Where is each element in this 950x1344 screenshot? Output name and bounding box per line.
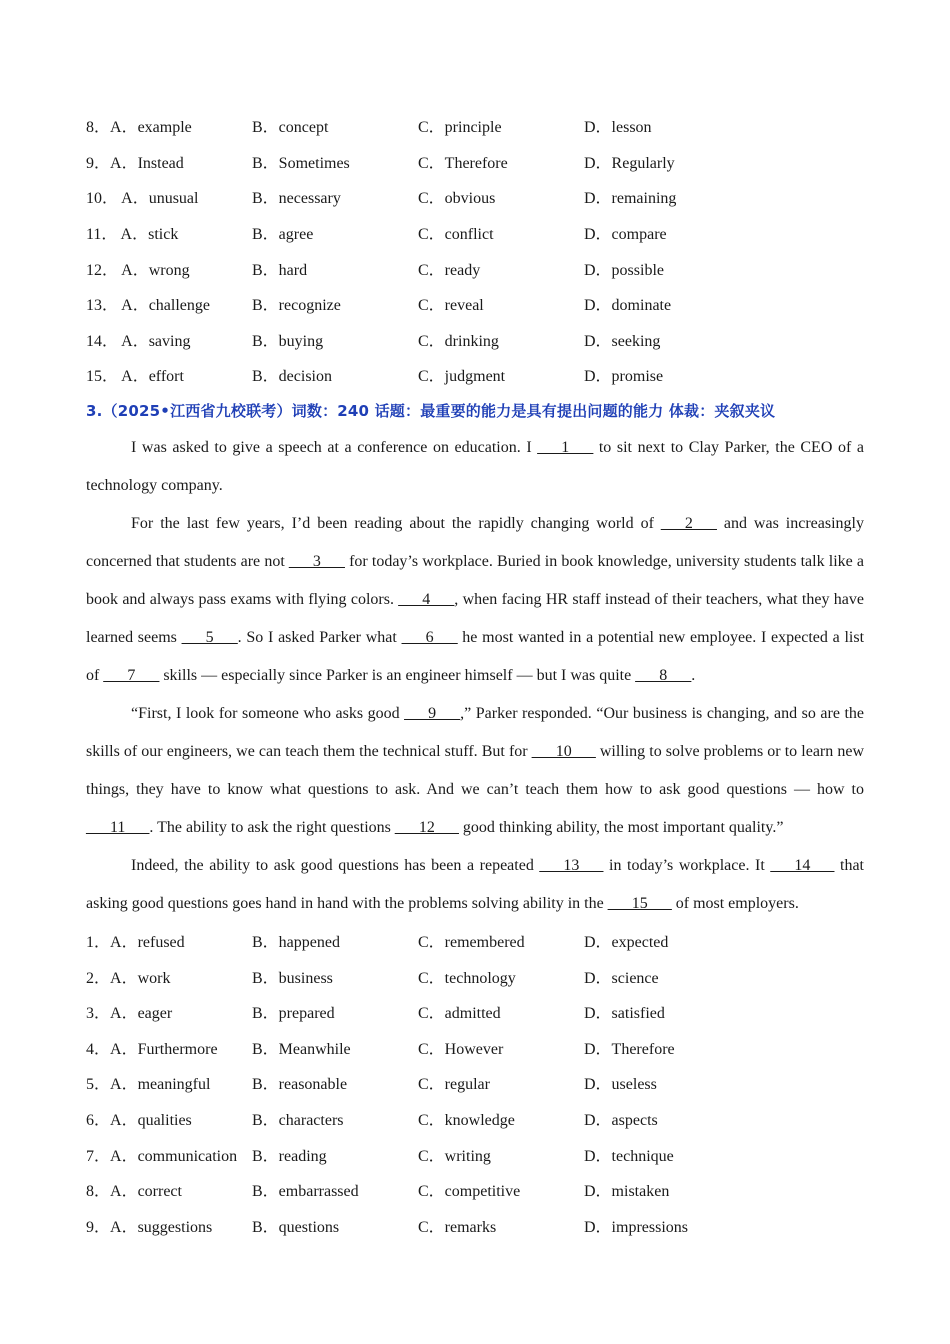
option-c: C．judgment [418,368,506,386]
option-d: D．technique [584,1147,674,1165]
blank-6: ___6___ [401,628,458,646]
option-row [86,923,864,959]
option-row [86,179,864,215]
option-b: B．characters [252,1112,344,1130]
option-d: D．impressions [584,1218,689,1236]
option-c: C．conflict [418,226,494,244]
question-number: 13． [86,297,119,315]
option-b: B．embarrassed [252,1183,359,1201]
option-d: D．seeking [584,332,661,350]
option-c: C．However [418,1040,504,1058]
option-d: D．mistaken [584,1183,670,1201]
blank-11: ___11___ [86,818,150,836]
question-number: 9． [86,154,111,172]
option-row [86,215,864,251]
option-row [86,1172,864,1208]
option-b: B．recognize [252,297,341,315]
question-number: 5． [86,1076,111,1094]
question-number: 8． [86,1183,111,1201]
option-b: B．reading [252,1147,327,1165]
blank-8: ___8___ [635,666,692,684]
option-row [86,286,864,322]
option-c: C．principle [418,119,502,137]
option-d: D．promise [584,368,664,386]
question-number: 6． [86,1112,111,1130]
option-b: B．business [252,969,333,987]
option-d: D．Regularly [584,154,675,172]
question-number: 8． [86,119,111,137]
question-number: 15． [86,368,119,386]
option-b: B．questions [252,1218,340,1236]
option-d: D．lesson [584,119,652,137]
option-d: D．dominate [584,297,672,315]
option-a: 4．A．Furthermore [86,1040,218,1058]
option-c: C．admitted [418,1005,501,1023]
option-c: C．Therefore [418,154,508,172]
option-b: B．necessary [252,190,341,208]
document-page [86,108,864,1243]
option-a: 11． A．stick [86,226,179,244]
option-b: B．hard [252,261,308,279]
question-number: 11． [86,226,118,244]
option-d: D．useless [584,1076,657,1094]
option-row [86,994,864,1030]
option-b: B．concept [252,119,329,137]
option-a: 8．A．correct [86,1183,182,1201]
option-b: B．Meanwhile [252,1040,351,1058]
option-b: B．agree [252,226,314,244]
blank-9: ___9___ [404,704,461,722]
option-c: C．drinking [418,332,499,350]
option-row [86,1030,864,1066]
question-number: 1． [86,934,111,952]
paragraph-3: “First, I look for someone who asks good ___9___,” Parker responded. “Our business is changing, and so are the skills of our engineers, we can teach them the technical stuff. But for ___10___ willing to solve problems or to learn new things, they have to know what questions to ask. And we can’t teach them how to ask good questions — how to ___11___. The ability to ask the right questions ___12___ good thinking ability, the most important quality.” [86,704,865,836]
option-row [86,1101,864,1137]
section-heading: 3.（2025•江西省九校联考）词数：240 话题：最重要的能力是具有提出问题的能力 体裁：夹叙夹议 [86,402,776,421]
option-a: 8．A．example [86,119,192,137]
option-a: 7．A．communication [86,1147,238,1165]
blank-1: ___1___ [537,438,594,456]
option-b: B．decision [252,368,332,386]
blank-4: ___4___ [398,590,455,608]
option-row [86,1208,864,1244]
option-a: 1．A．refused [86,934,185,952]
option-c: C．technology [418,969,516,987]
option-c: C．obvious [418,190,496,208]
option-a: 5．A．meaningful [86,1076,211,1094]
option-a: 10． A．unusual [86,190,199,208]
option-a: 12． A．wrong [86,261,190,279]
blank-5: ___5___ [181,628,238,646]
question-number: 9． [86,1218,111,1236]
option-a: 2．A．work [86,969,171,987]
option-d: D．compare [584,226,667,244]
option-c: C．competitive [418,1183,521,1201]
option-row [86,357,864,393]
option-a: 6．A．qualities [86,1112,192,1130]
option-b: B．happened [252,934,340,952]
option-c: C．regular [418,1076,490,1094]
question-number: 4． [86,1040,111,1058]
option-a: 14． A．saving [86,332,191,350]
option-a: 15． A．effort [86,368,184,386]
blank-2: ___2___ [660,514,717,532]
option-c: C．knowledge [418,1112,515,1130]
blank-3: ___3___ [288,552,345,570]
option-b: B．buying [252,332,324,350]
option-row [86,108,864,144]
option-b: B．Sometimes [252,154,350,172]
options-top [86,108,864,393]
option-a: 3．A．eager [86,1005,173,1023]
blank-10: ___10___ [531,742,596,760]
question-number: 2． [86,969,111,987]
option-d: D．science [584,969,659,987]
option-a: 9．A．suggestions [86,1218,213,1236]
option-a: 9．A．Instead [86,154,184,172]
passage [86,429,864,923]
options-bottom [86,923,864,1243]
option-d: D．aspects [584,1112,658,1130]
option-c: C．remarks [418,1218,497,1236]
paragraph-1: I was asked to give a speech at a conference on education. I ___1___ to sit next to Clay Parker, the CEO of a technology company. [86,438,864,494]
option-b: B．prepared [252,1005,335,1023]
option-d: D．expected [584,934,669,952]
paragraph-4: Indeed, the ability to ask good questions has been a repeated ___13___ in today’s workplace. It ___14___ that asking good questions goes hand in hand with the problems solving ability in the ___15___ of most employers. [86,856,864,912]
option-row [86,250,864,286]
option-row [86,144,864,180]
question-number: 12． [86,261,119,279]
option-d: D．Therefore [584,1040,675,1058]
option-b: B．reasonable [252,1076,348,1094]
blank-12: ___12___ [394,818,459,836]
option-c: C．reveal [418,297,484,315]
option-c: C．remembered [418,934,525,952]
blank-14: ___14___ [770,856,835,874]
question-number: 7． [86,1147,111,1165]
option-row [86,322,864,358]
option-d: D．possible [584,261,665,279]
option-d: D．remaining [584,190,677,208]
option-c: C．writing [418,1147,491,1165]
option-row [86,1136,864,1172]
paragraph-2: For the last few years, I’d been reading about the rapidly changing world of ___2___ and was increasingly concerned that students are not ___3___ for today’s workplace. Buried in book knowledge, university students talk like a book and always pass exams with flying colors. ___4___, when facing HR staff instead of their teachers, what they have learned seems ___5___. So I asked Parker what ___6___ he most wanted in a potential new employee. I expected a list of ___7___ skills — especially since Parker is an engineer himself — but I was quite ___8___. [86,514,865,684]
question-number: 14． [86,332,119,350]
option-a: 13． A．challenge [86,297,210,315]
blank-7: ___7___ [103,666,160,684]
blank-15: ___15___ [607,894,672,912]
question-number: 3． [86,1005,111,1023]
option-d: D．satisfied [584,1005,665,1023]
blank-13: ___13___ [539,856,604,874]
option-row [86,1065,864,1101]
option-row [86,958,864,994]
option-c: C．ready [418,261,481,279]
question-number: 10． [86,190,119,208]
